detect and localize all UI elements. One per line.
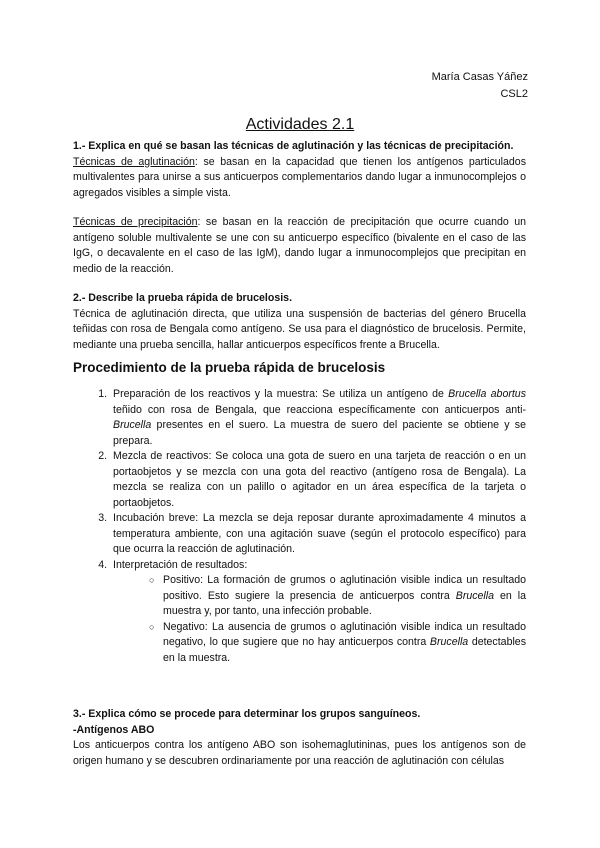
aglutinacion-text: : se basan en la capacidad que tienen los antígenos particulados multivalentes para unirse a sus anticuerpos complementarios dando lugar a inmunocomplejos o agregados visibles a simple vista. <box>73 155 526 199</box>
author-group: CSL2 <box>500 88 528 100</box>
abo-subheading: -Antígenos ABO <box>73 723 155 736</box>
brucelosis-paragraph: Técnica de aglutinación directa, que utiliza una suspensión de bacterias del género Brucella teñidas con rosa de Bengala como antígeno. Se usa para el diagnóstico de brucelosis. Permite, mediante una prueba sencilla, hallar anticuerpos específicos frente a Brucella. <box>73 307 526 351</box>
result-negative: ○ Negativo: La ausencia de grumos o aglutinación visible indica un resultado negativo, lo que sugiere que no hay anticuerpos contra Brucella detectables en la muestra. <box>149 620 526 667</box>
procedure-heading: Procedimiento de la prueba rápida de brucelosis <box>73 360 386 375</box>
step-2: 2. Mezcla de reactivos: Se coloca una gota de suero en una tarjeta de reacción o en un portaobjetos y se mezcla con una gota del reactivo (antígeno rosa de Bengala). La mezcla se realiza con un palillo o agitador en un área específica de la tarjeta o portaobjetos. <box>110 449 526 511</box>
page-title: Actividades 2.1 <box>245 116 355 133</box>
section-procedure <box>73 360 526 375</box>
section-q1 <box>73 139 526 353</box>
question-1: 1.- Explica en qué se basan las técnicas de aglutinación y las técnicas de precipitación. <box>73 140 514 152</box>
author-name: María Casas Yáñez <box>431 71 528 83</box>
question-3: 3.- Explica cómo se procede para determinar los grupos sanguíneos. <box>73 708 421 720</box>
step-4: 4. Interpretación de resultados: ○ Positivo: La formación de grumos o aglutinación visible indica un resultado positivo. Esto sugiere la presencia de anticuerpos contra Brucella en la muestra y, por tanto, una infección probable. ○ Negativo: La ausencia de grumos o aglutinación visible indica un resultado negativo, lo que sugiere que no hay anticuerpos contra Brucella detectables en la muestra. <box>110 558 526 667</box>
aglutinacion-term: Técnicas de aglutinación <box>73 155 195 168</box>
result-positive: ○ Positivo: La formación de grumos o aglutinación visible indica un resultado positivo. Esto sugiere la presencia de anticuerpos contra Brucella en la muestra y, por tanto, una infección probable. <box>149 573 526 620</box>
step-1: 1. Preparación de los reactivos y la muestra: Se utiliza un antígeno de Brucella abortus teñido con rosa de Bengala, que reacciona específicamente con anticuerpos anti-Brucella presentes en el suero. La muestra de suero del paciente se obtiene y se prepara. <box>110 387 526 449</box>
question-2: 2.- Describe la prueba rápida de brucelosis. <box>73 292 293 304</box>
results-list <box>113 573 526 666</box>
procedure-steps <box>73 387 526 666</box>
step-3: 3. Incubación breve: La mezcla se deja reposar durante aproximadamente 4 minutos a temperatura ambiente, con una agitación suave (según el protocolo específico) para que ocurra la reacción de aglutinación. <box>110 511 526 558</box>
procedure-list-wrap <box>73 387 526 666</box>
aglutinacion-paragraph <box>73 155 526 202</box>
section-q3 <box>73 707 526 769</box>
precipitacion-term: Técnicas de precipitación <box>73 216 198 228</box>
abo-paragraph: Los anticuerpos contra los antígeno ABO son isohemaglutininas, pues los antígenos son de origen humano y se descubren ordinariamente por una reacción de aglutinación con células <box>73 739 526 767</box>
precipitacion-text: : se basan en la reacción de precipitación que ocurre cuando un antígeno soluble multivalente se une con su anticuerpo específico (bivalente en el caso de las IgG, o decavalente en el caso de las IgM), dando lugar a inmunocomplejos que precipitan en medio de la reacción. <box>73 216 526 275</box>
author-block <box>432 69 528 103</box>
precipitacion-paragraph <box>73 215 526 277</box>
